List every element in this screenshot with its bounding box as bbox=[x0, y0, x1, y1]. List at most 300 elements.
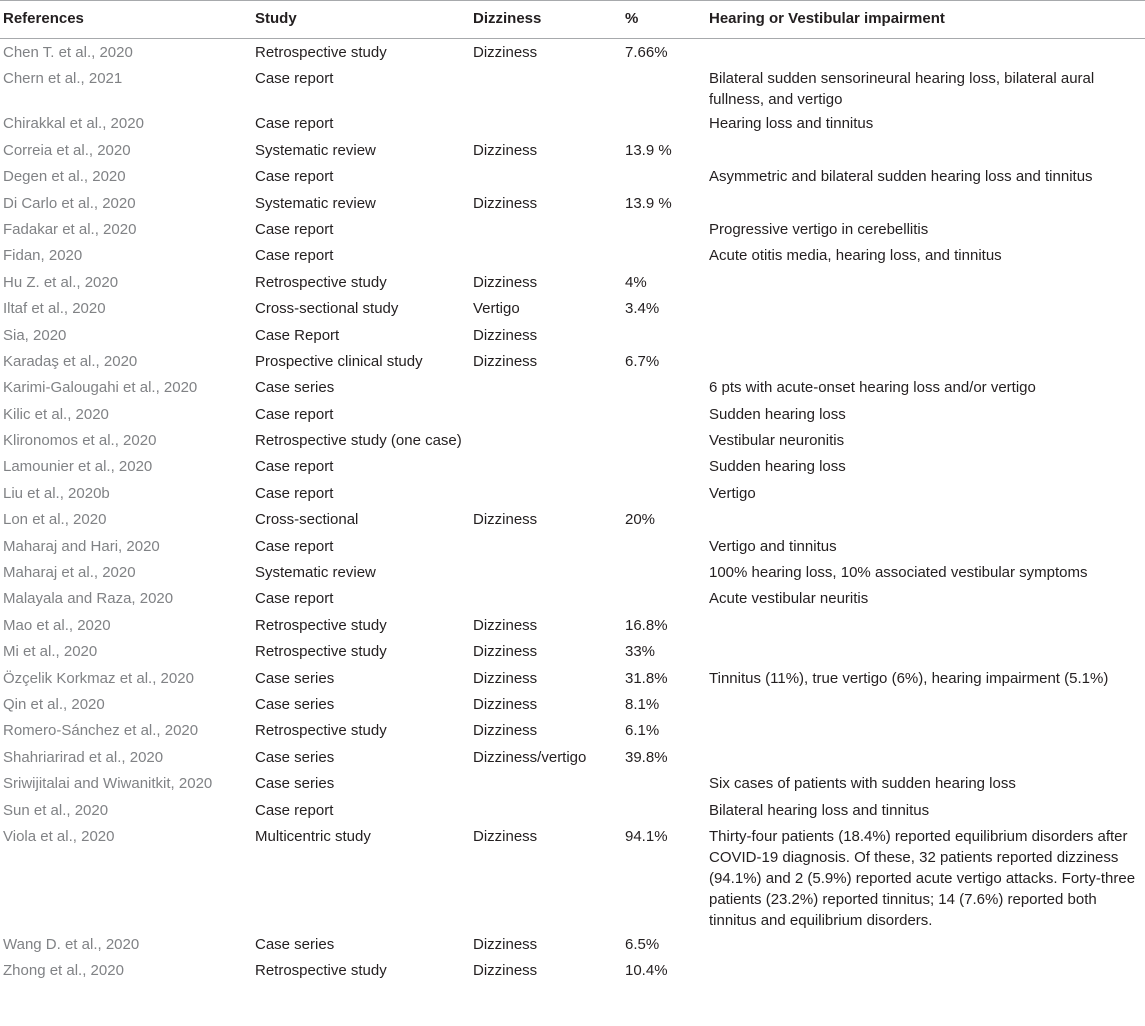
cell-percent bbox=[622, 533, 706, 559]
cell-dizziness bbox=[470, 39, 622, 66]
cell-reference-text: Wang D. et al., 2020 bbox=[3, 935, 140, 953]
cell-impairment-text: Asymmetric and bilateral sudden hearing loss and tinnitus bbox=[709, 168, 1093, 186]
cell-reference-text: Klironomos et al., 2020 bbox=[3, 432, 157, 450]
cell-reference bbox=[0, 163, 252, 189]
header-study: Study bbox=[252, 1, 470, 39]
cell-reference bbox=[0, 427, 252, 453]
cell-impairment bbox=[706, 348, 1145, 374]
cell-impairment-text: Acute vestibular neuritis bbox=[709, 590, 869, 608]
cell-reference-text: Liu et al., 2020b bbox=[3, 484, 110, 502]
cell-dizziness bbox=[470, 401, 622, 427]
cell-impairment-text: Thirty-four patients (18.4%) reported equilibrium disorders after COVID-19 diagnosis. Of these, 32 patients reported dizziness (94.1%) and 2 (5.9%) reported acute vertigo attacks. Forty-three patients (23.2%) reported tinnitus; 14 (7.6%) reported both tinnitus and equilibrium disorders. bbox=[709, 827, 1136, 929]
cell-impairment bbox=[706, 612, 1145, 638]
cell-dizziness bbox=[470, 190, 622, 216]
table-row bbox=[0, 401, 1145, 427]
cell-percent bbox=[622, 322, 706, 348]
cell-study-text: Retrospective study bbox=[255, 722, 387, 740]
cell-impairment-text bbox=[709, 957, 1145, 960]
cell-study-text: Case report bbox=[255, 247, 334, 265]
cell-dizziness-text: Dizziness bbox=[473, 44, 538, 61]
cell-study-text: Retrospective study bbox=[255, 44, 387, 61]
cell-reference bbox=[0, 506, 252, 532]
cell-reference bbox=[0, 612, 252, 638]
cell-dizziness bbox=[470, 691, 622, 717]
table-row bbox=[0, 322, 1145, 348]
cell-study bbox=[252, 638, 470, 664]
cell-study-text: Case report bbox=[255, 484, 334, 502]
table-row bbox=[0, 163, 1145, 189]
cell-study bbox=[252, 374, 470, 400]
cell-percent bbox=[622, 374, 706, 400]
table-row bbox=[0, 638, 1145, 664]
cell-study-text: Case series bbox=[255, 775, 335, 793]
cell-dizziness-text bbox=[473, 427, 622, 430]
cell-study bbox=[252, 585, 470, 611]
cell-study bbox=[252, 957, 470, 983]
cell-reference bbox=[0, 559, 252, 585]
cell-reference bbox=[0, 691, 252, 717]
cell-impairment-text: Sudden hearing loss bbox=[709, 458, 846, 476]
cell-reference bbox=[0, 401, 252, 427]
cell-study bbox=[252, 163, 470, 189]
table-row bbox=[0, 744, 1145, 770]
cell-percent-text bbox=[625, 65, 706, 68]
cell-impairment-text bbox=[709, 612, 1145, 615]
cell-reference-text: Zhong et al., 2020 bbox=[3, 962, 124, 980]
cell-reference-text: Chirakkal et al., 2020 bbox=[3, 115, 144, 133]
cell-dizziness-text: Dizziness bbox=[473, 643, 538, 661]
cell-dizziness bbox=[470, 374, 622, 400]
cell-percent bbox=[622, 691, 706, 717]
cell-dizziness-text bbox=[473, 480, 622, 483]
cell-reference bbox=[0, 480, 252, 506]
cell-impairment bbox=[706, 797, 1145, 823]
cell-percent-text: 94.1% bbox=[625, 827, 668, 845]
cell-study-text: Case report bbox=[255, 220, 334, 238]
cell-study-text: Case series bbox=[255, 379, 335, 397]
table-row bbox=[0, 65, 1145, 110]
cell-percent-text: 10.4% bbox=[625, 962, 668, 980]
cell-study-text: Case report bbox=[255, 590, 334, 608]
cell-impairment-text bbox=[709, 931, 1145, 934]
cell-dizziness-text: Dizziness/vertigo bbox=[473, 748, 587, 766]
cell-study bbox=[252, 110, 470, 136]
cell-percent bbox=[622, 823, 706, 931]
cell-percent bbox=[622, 797, 706, 823]
cell-impairment bbox=[706, 163, 1145, 189]
cell-percent bbox=[622, 242, 706, 268]
cell-dizziness bbox=[470, 585, 622, 611]
cell-reference-text: Fidan, 2020 bbox=[3, 247, 83, 265]
cell-study bbox=[252, 506, 470, 532]
cell-study bbox=[252, 65, 470, 110]
table-row bbox=[0, 110, 1145, 136]
cell-percent-text: 16.8% bbox=[625, 616, 668, 634]
cell-dizziness bbox=[470, 295, 622, 321]
cell-reference bbox=[0, 65, 252, 110]
cell-dizziness-text bbox=[473, 533, 622, 536]
cell-reference bbox=[0, 797, 252, 823]
cell-dizziness bbox=[470, 163, 622, 189]
cell-impairment bbox=[706, 506, 1145, 532]
cell-dizziness bbox=[470, 480, 622, 506]
cell-reference bbox=[0, 744, 252, 770]
cell-percent-text bbox=[625, 163, 706, 166]
cell-dizziness-text: Dizziness bbox=[473, 326, 538, 344]
cell-study-text: Case report bbox=[255, 458, 334, 476]
cell-dizziness bbox=[470, 638, 622, 664]
cell-dizziness bbox=[470, 453, 622, 479]
cell-study bbox=[252, 559, 470, 585]
cell-study bbox=[252, 137, 470, 163]
cell-reference-text: Correia et al., 2020 bbox=[3, 141, 131, 159]
table-row bbox=[0, 374, 1145, 400]
cell-dizziness bbox=[470, 612, 622, 638]
cell-study-text: Retrospective study (one case) bbox=[255, 432, 462, 450]
cell-impairment bbox=[706, 717, 1145, 743]
cell-reference bbox=[0, 585, 252, 611]
cell-dizziness-text bbox=[473, 559, 622, 562]
table-row bbox=[0, 797, 1145, 823]
cell-dizziness bbox=[470, 427, 622, 453]
cell-impairment-text bbox=[709, 348, 1145, 351]
cell-study bbox=[252, 401, 470, 427]
cell-reference-text: Kilic et al., 2020 bbox=[3, 405, 109, 423]
cell-percent bbox=[622, 480, 706, 506]
cell-impairment bbox=[706, 931, 1145, 957]
cell-percent-text: 7.66% bbox=[625, 44, 668, 61]
cell-percent bbox=[622, 506, 706, 532]
cell-reference-text: Mao et al., 2020 bbox=[3, 616, 111, 634]
cell-dizziness bbox=[470, 797, 622, 823]
cell-dizziness bbox=[470, 348, 622, 374]
cell-impairment bbox=[706, 242, 1145, 268]
cell-study bbox=[252, 348, 470, 374]
cell-study bbox=[252, 797, 470, 823]
cell-study-text: Retrospective study bbox=[255, 616, 387, 634]
cell-percent-text bbox=[625, 797, 706, 800]
cell-percent bbox=[622, 585, 706, 611]
table-row bbox=[0, 348, 1145, 374]
cell-impairment-text: Progressive vertigo in cerebellitis bbox=[709, 220, 929, 238]
cell-percent-text: 6.5% bbox=[625, 935, 660, 953]
cell-dizziness-text: Dizziness bbox=[473, 194, 538, 212]
cell-dizziness-text: Dizziness bbox=[473, 511, 538, 529]
cell-dizziness bbox=[470, 110, 622, 136]
cell-impairment-text bbox=[709, 190, 1145, 193]
cell-impairment-text bbox=[709, 137, 1145, 140]
cell-dizziness bbox=[470, 744, 622, 770]
cell-impairment-text: Tinnitus (11%), true vertigo (6%), hearing impairment (5.1%) bbox=[709, 669, 1109, 687]
cell-percent bbox=[622, 216, 706, 242]
cell-impairment-text bbox=[709, 744, 1145, 747]
cell-study bbox=[252, 269, 470, 295]
cell-percent bbox=[622, 110, 706, 136]
cell-percent bbox=[622, 559, 706, 585]
table-row bbox=[0, 823, 1145, 931]
cell-reference bbox=[0, 295, 252, 321]
cell-dizziness-text: Dizziness bbox=[473, 695, 538, 713]
cell-percent-text: 33% bbox=[625, 643, 656, 661]
cell-reference-text: Malayala and Raza, 2020 bbox=[3, 590, 174, 608]
cell-reference-text: Maharaj and Hari, 2020 bbox=[3, 537, 160, 555]
cell-study bbox=[252, 931, 470, 957]
table-row bbox=[0, 931, 1145, 957]
cell-percent-text bbox=[625, 585, 706, 588]
cell-impairment-text: 100% hearing loss, 10% associated vestibular symptoms bbox=[709, 564, 1088, 582]
cell-reference-text: Fadakar et al., 2020 bbox=[3, 220, 137, 238]
cell-dizziness bbox=[470, 65, 622, 110]
cell-reference-text: Lon et al., 2020 bbox=[3, 511, 107, 529]
table-row bbox=[0, 269, 1145, 295]
cell-study bbox=[252, 480, 470, 506]
cell-reference bbox=[0, 137, 252, 163]
cell-percent bbox=[622, 638, 706, 664]
cell-dizziness bbox=[470, 506, 622, 532]
cell-study bbox=[252, 190, 470, 216]
cell-reference bbox=[0, 110, 252, 136]
cell-percent-text bbox=[625, 770, 706, 773]
cell-percent bbox=[622, 665, 706, 691]
cell-impairment bbox=[706, 374, 1145, 400]
cell-study-text: Systematic review bbox=[255, 194, 376, 212]
table-row bbox=[0, 665, 1145, 691]
cell-dizziness bbox=[470, 242, 622, 268]
cell-percent bbox=[622, 137, 706, 163]
cell-dizziness-text bbox=[473, 216, 622, 219]
cell-percent bbox=[622, 453, 706, 479]
cell-impairment bbox=[706, 533, 1145, 559]
cell-dizziness-text: Dizziness bbox=[473, 962, 538, 980]
cell-impairment-text bbox=[709, 691, 1145, 694]
cell-percent-text: 6.7% bbox=[625, 352, 660, 370]
cell-dizziness bbox=[470, 269, 622, 295]
cell-percent bbox=[622, 190, 706, 216]
cell-study-text: Case report bbox=[255, 115, 334, 133]
table-row bbox=[0, 957, 1145, 983]
cell-impairment bbox=[706, 295, 1145, 321]
cell-dizziness bbox=[470, 770, 622, 796]
table-row bbox=[0, 295, 1145, 321]
cell-dizziness bbox=[470, 823, 622, 931]
cell-percent bbox=[622, 401, 706, 427]
cell-study bbox=[252, 665, 470, 691]
header-percent: % bbox=[622, 1, 706, 39]
table-row bbox=[0, 137, 1145, 163]
cell-reference-text: Mi et al., 2020 bbox=[3, 643, 98, 661]
cell-study bbox=[252, 427, 470, 453]
cell-percent-text: 6.1% bbox=[625, 722, 660, 740]
cell-study-text: Case series bbox=[255, 935, 335, 953]
cell-impairment-text: 6 pts with acute-onset hearing loss and/or vertigo bbox=[709, 379, 1036, 397]
cell-dizziness-text: Dizziness bbox=[473, 352, 538, 370]
cell-reference bbox=[0, 269, 252, 295]
cell-percent-text bbox=[625, 110, 706, 113]
cell-dizziness-text: Dizziness bbox=[473, 935, 538, 953]
cell-study-text: Case report bbox=[255, 405, 334, 423]
cell-dizziness-text bbox=[473, 797, 622, 800]
cell-percent-text: 4% bbox=[625, 273, 647, 291]
cell-study-text: Retrospective study bbox=[255, 273, 387, 291]
table-row bbox=[0, 242, 1145, 268]
cell-percent-text bbox=[625, 480, 706, 483]
cell-reference-text: Viola et al., 2020 bbox=[3, 827, 115, 845]
cell-dizziness-text: Dizziness bbox=[473, 616, 538, 634]
cell-dizziness bbox=[470, 137, 622, 163]
cell-percent-text: 8.1% bbox=[625, 695, 660, 713]
cell-percent bbox=[622, 39, 706, 66]
cell-dizziness-text bbox=[473, 401, 622, 404]
cell-percent bbox=[622, 770, 706, 796]
cell-impairment bbox=[706, 585, 1145, 611]
cell-study-text: Systematic review bbox=[255, 141, 376, 159]
cell-study-text: Case Report bbox=[255, 326, 340, 344]
table-row bbox=[0, 506, 1145, 532]
cell-impairment bbox=[706, 427, 1145, 453]
cell-impairment bbox=[706, 401, 1145, 427]
cell-percent-text bbox=[625, 453, 706, 456]
cell-percent bbox=[622, 612, 706, 638]
cell-study-text: Case series bbox=[255, 748, 335, 766]
cell-reference bbox=[0, 823, 252, 931]
cell-impairment-text: Hearing loss and tinnitus bbox=[709, 115, 874, 133]
cell-reference bbox=[0, 453, 252, 479]
cell-dizziness-text: Dizziness bbox=[473, 669, 538, 687]
cell-reference-text: Özçelik Korkmaz et al., 2020 bbox=[3, 669, 194, 687]
cell-study bbox=[252, 770, 470, 796]
table-row bbox=[0, 39, 1145, 66]
cell-study-text: Multicentric study bbox=[255, 827, 371, 845]
table-row bbox=[0, 480, 1145, 506]
cell-reference bbox=[0, 717, 252, 743]
cell-percent-text: 31.8% bbox=[625, 669, 668, 687]
cell-impairment bbox=[706, 957, 1145, 983]
cell-dizziness-text bbox=[473, 453, 622, 456]
table-row bbox=[0, 559, 1145, 585]
cell-dizziness-text: Dizziness bbox=[473, 141, 538, 159]
cell-reference bbox=[0, 348, 252, 374]
table-row bbox=[0, 533, 1145, 559]
cell-impairment-text bbox=[709, 322, 1145, 325]
cell-dizziness bbox=[470, 322, 622, 348]
cell-reference-text: Sun et al., 2020 bbox=[3, 801, 109, 819]
table-row bbox=[0, 585, 1145, 611]
cell-dizziness bbox=[470, 216, 622, 242]
cell-impairment-text: Bilateral hearing loss and tinnitus bbox=[709, 801, 930, 819]
cell-reference bbox=[0, 322, 252, 348]
cell-reference-text: Maharaj et al., 2020 bbox=[3, 564, 136, 582]
table-row bbox=[0, 216, 1145, 242]
cell-reference-text: Di Carlo et al., 2020 bbox=[3, 194, 136, 212]
cell-percent-text bbox=[625, 322, 706, 325]
cell-impairment-text: Sudden hearing loss bbox=[709, 405, 846, 423]
table-row bbox=[0, 612, 1145, 638]
cell-dizziness bbox=[470, 717, 622, 743]
cell-impairment bbox=[706, 137, 1145, 163]
cell-percent bbox=[622, 163, 706, 189]
cell-impairment bbox=[706, 638, 1145, 664]
cell-impairment bbox=[706, 559, 1145, 585]
cell-dizziness-text: Dizziness bbox=[473, 273, 538, 291]
header-dizziness: Dizziness bbox=[470, 1, 622, 39]
cell-reference-text: Qin et al., 2020 bbox=[3, 695, 105, 713]
cell-reference bbox=[0, 665, 252, 691]
cell-reference-text: Lamounier et al., 2020 bbox=[3, 458, 153, 476]
cell-dizziness bbox=[470, 957, 622, 983]
cell-percent bbox=[622, 744, 706, 770]
cell-study bbox=[252, 823, 470, 931]
cell-percent-text: 13.9 % bbox=[625, 141, 672, 159]
cell-reference bbox=[0, 190, 252, 216]
cell-impairment-text bbox=[709, 39, 1145, 42]
cell-dizziness-text bbox=[473, 770, 622, 773]
cell-percent-text: 20% bbox=[625, 511, 656, 529]
cell-dizziness bbox=[470, 665, 622, 691]
table-body bbox=[0, 39, 1145, 984]
cell-reference bbox=[0, 374, 252, 400]
cell-study bbox=[252, 322, 470, 348]
cell-dizziness-text bbox=[473, 65, 622, 68]
cell-dizziness-text: Dizziness bbox=[473, 722, 538, 740]
table-header bbox=[0, 1, 1145, 39]
cell-percent bbox=[622, 65, 706, 110]
cell-study bbox=[252, 717, 470, 743]
cell-reference bbox=[0, 533, 252, 559]
header-row bbox=[0, 1, 1145, 39]
cell-percent-text: 3.4% bbox=[625, 300, 660, 318]
cell-percent-text bbox=[625, 427, 706, 430]
cell-percent bbox=[622, 348, 706, 374]
cell-impairment bbox=[706, 823, 1145, 931]
cell-reference bbox=[0, 957, 252, 983]
cell-impairment bbox=[706, 39, 1145, 66]
table-row bbox=[0, 717, 1145, 743]
cell-study-text: Retrospective study bbox=[255, 643, 387, 661]
cell-study-text: Systematic review bbox=[255, 564, 376, 582]
cell-percent bbox=[622, 957, 706, 983]
cell-study bbox=[252, 453, 470, 479]
cell-study bbox=[252, 612, 470, 638]
cell-percent bbox=[622, 295, 706, 321]
cell-percent-text: 13.9 % bbox=[625, 194, 672, 212]
cell-study-text: Case report bbox=[255, 168, 334, 186]
cell-study-text: Case report bbox=[255, 70, 334, 88]
cell-impairment bbox=[706, 744, 1145, 770]
cell-impairment bbox=[706, 770, 1145, 796]
cell-impairment bbox=[706, 322, 1145, 348]
cell-percent-text bbox=[625, 401, 706, 404]
table-row bbox=[0, 190, 1145, 216]
cell-percent bbox=[622, 427, 706, 453]
cell-impairment bbox=[706, 190, 1145, 216]
cell-percent-text bbox=[625, 374, 706, 377]
cell-dizziness-text: Dizziness bbox=[473, 827, 538, 845]
cell-impairment-text: Vertigo bbox=[709, 484, 756, 502]
cell-impairment-text bbox=[709, 269, 1145, 272]
cell-study-text: Case report bbox=[255, 537, 334, 555]
cell-impairment bbox=[706, 110, 1145, 136]
cell-percent-text bbox=[625, 533, 706, 536]
cell-reference-text: Karimi-Galougahi et al., 2020 bbox=[3, 379, 198, 397]
cell-reference-text: Sia, 2020 bbox=[3, 326, 67, 344]
table-row bbox=[0, 427, 1145, 453]
header-references: References bbox=[0, 1, 252, 39]
cell-impairment bbox=[706, 665, 1145, 691]
cell-study bbox=[252, 744, 470, 770]
cell-percent-text bbox=[625, 559, 706, 562]
cell-reference-text: Chern et al., 2021 bbox=[3, 70, 123, 88]
cell-percent bbox=[622, 269, 706, 295]
